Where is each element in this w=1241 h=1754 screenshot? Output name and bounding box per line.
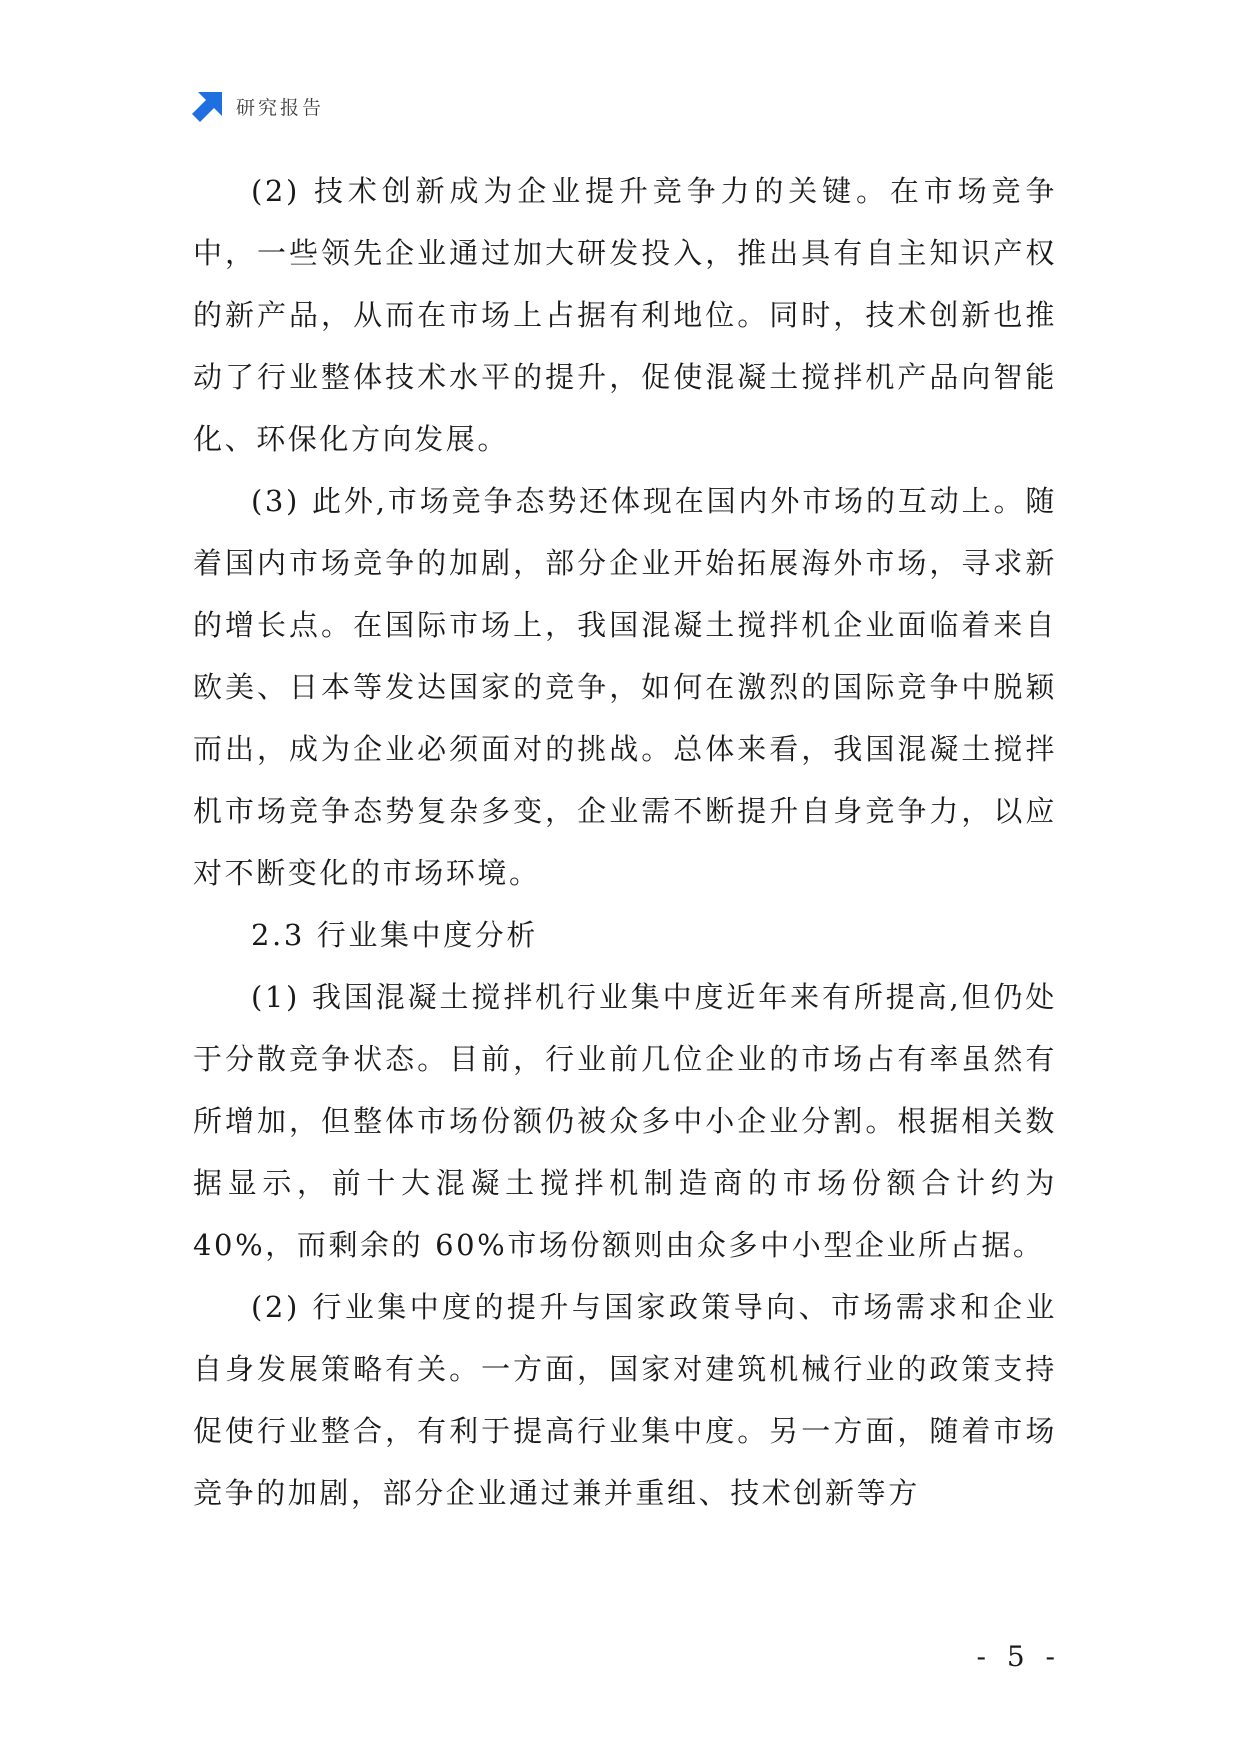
arrow-up-right-icon bbox=[192, 90, 224, 122]
paragraph-domestic-international: (3) 此外,市场竞争态势还体现在国内外市场的互动上。随着国内市场竞争的加剧，部分企业开始拓展海外市场，寻求新的增长点。在国际市场上，我国混凝土搅拌机企业面临着来自欧美、日本等发达国家的竞争，如何在激烈的国际竞争中脱颖而出，成为企业必须面对的挑战。总体来看，我国混凝土搅拌机市场竞争态势复杂多变，企业需不断提升自身竞争力，以应对不断变化的市场环境。 bbox=[193, 484, 1057, 890]
paragraph-concentration-factors: (2) 行业集中度的提升与国家政策导向、市场需求和企业自身发展策略有关。一方面，国家对建筑机械行业的政策支持促使行业整合，有利于提高行业集中度。另一方面，随着市场竞争的加剧，部分企业通过兼并重组、技术创新等方 bbox=[193, 1290, 1057, 1510]
page-header bbox=[192, 88, 324, 124]
section-heading-2-3: 2.3 行业集中度分析 bbox=[251, 918, 538, 952]
document-body bbox=[193, 160, 1057, 1524]
paragraph-technology-innovation: (2) 技术创新成为企业提升竞争力的关键。在市场竞争中，一些领先企业通过加大研发投入，推出具有自主知识产权的新产品，从而在市场上占据有利地位。同时，技术创新也推动了行业整体技术水平的提升，促使混凝土搅拌机产品向智能化、环保化方向发展。 bbox=[193, 174, 1057, 456]
page-number: - 5 - bbox=[976, 1640, 1061, 1673]
header-title: 研究报告 bbox=[236, 96, 325, 119]
paragraph-concentration: (1) 我国混凝土搅拌机行业集中度近年来有所提高,但仍处于分散竞争状态。目前，行业前几位企业的市场占有率虽然有所增加，但整体市场份额仍被众多中小企业分割。根据相关数据显示，前十大混凝土搅拌机制造商的市场份额合计约为 40%，而剩余的 60%市场份额则由众多中小型企业所占据。 bbox=[193, 980, 1057, 1262]
